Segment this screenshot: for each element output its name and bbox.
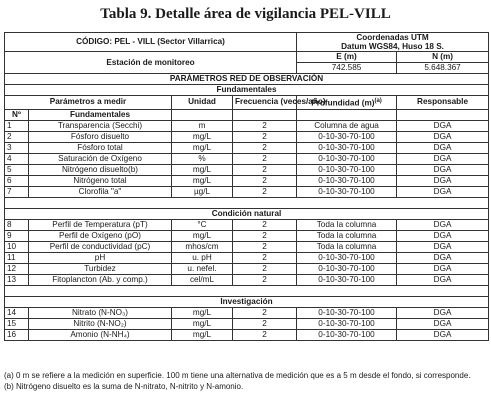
param-depth: Toda la columna [297, 219, 397, 230]
param-depth: 0-10-30-70-100 [297, 274, 397, 285]
table-row [5, 120, 489, 131]
param-unit: mg/L [172, 175, 233, 186]
empty-cell [297, 109, 397, 120]
e-label: E (m) [297, 52, 397, 63]
param-name: pH [29, 252, 172, 263]
param-responsible: DGA [397, 241, 489, 252]
row-number: 11 [5, 252, 29, 263]
param-responsible: DGA [397, 230, 489, 241]
row-number: 8 [5, 219, 29, 230]
table-row [5, 274, 489, 285]
col-profundidad-sup: (a) [374, 98, 382, 104]
section-heading-row [5, 109, 489, 120]
coord-datum: Datum WGS84, Huso 18 S. [341, 42, 444, 51]
param-responsible: DGA [397, 186, 489, 197]
row-number: 3 [5, 142, 29, 153]
param-frequency: 2 [233, 186, 297, 197]
param-frequency: 2 [233, 120, 297, 131]
row-number: 13 [5, 274, 29, 285]
param-unit: mg/L [172, 329, 233, 340]
row-number: 5 [5, 164, 29, 175]
param-frequency: 2 [233, 142, 297, 153]
n-value: 5.648.367 [397, 63, 489, 74]
param-depth: 0-10-30-70-100 [297, 252, 397, 263]
param-frequency: 2 [233, 263, 297, 274]
param-frequency: 2 [233, 164, 297, 175]
param-frequency: 2 [233, 274, 297, 285]
row-number: 12 [5, 263, 29, 274]
param-name: Perfil de conductividad (pC) [29, 241, 172, 252]
param-unit: mg/L [172, 142, 233, 153]
param-responsible: DGA [397, 175, 489, 186]
footnotes [4, 371, 488, 392]
param-name: Perfil de Oxígeno (pO) [29, 230, 172, 241]
param-responsible: DGA [397, 263, 489, 274]
param-responsible: DGA [397, 153, 489, 164]
param-unit: °C [172, 219, 233, 230]
col-num: Nº [5, 109, 29, 120]
param-depth: 0-10-30-70-100 [297, 329, 397, 340]
section-heading: Condición natural [5, 208, 489, 219]
param-frequency: 2 [233, 252, 297, 263]
param-responsible: DGA [397, 252, 489, 263]
param-name: Nitrato (N-NO₃) [29, 307, 172, 318]
param-depth: 0-10-30-70-100 [297, 153, 397, 164]
param-frequency: 2 [233, 329, 297, 340]
param-responsible: DGA [397, 142, 489, 153]
param-responsible: DGA [397, 131, 489, 142]
footnote-a: (a) 0 m se refiere a la medición en superficie. 100 m tiene una alternativa de medición que es a 5 m desde el fondo, si corresponde. [4, 371, 471, 380]
param-name: Transparencia (Secchi) [29, 120, 172, 131]
param-name: Fósforo disuelto [29, 131, 172, 142]
param-name: Nitrógeno total [29, 175, 172, 186]
param-unit: µg/L [172, 186, 233, 197]
table-row [5, 142, 489, 153]
section-heading-row [5, 208, 489, 219]
table-title: Tabla 9. Detalle área de vigilancia PEL-VILL [100, 6, 391, 22]
param-depth: 0-10-30-70-100 [297, 142, 397, 153]
param-depth: Columna de agua [297, 120, 397, 131]
row-number: 4 [5, 153, 29, 164]
param-responsible: DGA [397, 318, 489, 329]
row-number: 16 [5, 329, 29, 340]
param-unit: u. pH [172, 252, 233, 263]
param-frequency: 2 [233, 219, 297, 230]
codigo-cell: CÓDIGO: PEL - VILL (Sector Villarrica) [5, 33, 297, 52]
section-heading: Fundamentales [29, 109, 172, 120]
param-unit: mhos/cm [172, 241, 233, 252]
table-row [5, 153, 489, 164]
param-frequency: 2 [233, 153, 297, 164]
param-depth: Toda la columna [297, 230, 397, 241]
row-number: 15 [5, 318, 29, 329]
param-responsible: DGA [397, 219, 489, 230]
param-responsible: DGA [397, 274, 489, 285]
param-responsible: DGA [397, 307, 489, 318]
col-profundidad [297, 96, 397, 110]
col-param: Parámetros a medir [5, 96, 172, 110]
param-unit: % [172, 153, 233, 164]
row-number: 10 [5, 241, 29, 252]
table-row [5, 230, 489, 241]
param-depth: 0-10-30-70-100 [297, 131, 397, 142]
table-row [5, 131, 489, 142]
param-responsible: DGA [397, 120, 489, 131]
table-row [5, 219, 489, 230]
param-frequency: 2 [233, 230, 297, 241]
param-depth: 0-10-30-70-100 [297, 175, 397, 186]
param-frequency: 2 [233, 307, 297, 318]
param-name: Turbidez [29, 263, 172, 274]
empty-cell [233, 109, 297, 120]
param-frequency: 2 [233, 318, 297, 329]
n-label: N (m) [397, 52, 489, 63]
row-number: 9 [5, 230, 29, 241]
coord-title: Coordenadas UTM [356, 33, 429, 42]
row-number: 2 [5, 131, 29, 142]
table-row [5, 263, 489, 274]
row-number: 14 [5, 307, 29, 318]
table-row [5, 164, 489, 175]
param-depth: 0-10-30-70-100 [297, 307, 397, 318]
param-name: Amonio (N-NH₄) [29, 329, 172, 340]
param-depth: 0-10-30-70-100 [297, 164, 397, 175]
col-responsable: Responsable [397, 96, 489, 110]
param-depth: 0-10-30-70-100 [297, 186, 397, 197]
table-row [5, 175, 489, 186]
param-depth: Toda la columna [297, 241, 397, 252]
param-frequency: 2 [233, 131, 297, 142]
footnote-b: (b) Nitrógeno disuelto es la suma de N-nitrato, N-nitrito y N-amonio. [4, 381, 244, 391]
table-row [5, 307, 489, 318]
empty-cell [172, 109, 233, 120]
monitoring-table [4, 32, 489, 341]
col-profundidad-text: Profundidad (m) [311, 98, 375, 108]
param-name: Perfil de Temperatura (pT) [29, 219, 172, 230]
param-frequency: 2 [233, 241, 297, 252]
params-title: PARÁMETROS RED DE OBSERVACIÓN [5, 74, 489, 85]
param-unit: cel/mL [172, 274, 233, 285]
param-name: Clorofila "a" [29, 186, 172, 197]
param-name: Nitrito (N-NO₂) [29, 318, 172, 329]
param-name: Saturación de Oxígeno [29, 153, 172, 164]
table-row [5, 329, 489, 340]
param-unit: u. nefel. [172, 263, 233, 274]
param-responsible: DGA [397, 164, 489, 175]
table-row [5, 241, 489, 252]
section-spacer [5, 197, 489, 208]
col-unidad: Unidad [172, 96, 233, 110]
row-number: 1 [5, 120, 29, 131]
row-number: 7 [5, 186, 29, 197]
section-heading: Investigación [5, 296, 489, 307]
param-unit: mg/L [172, 164, 233, 175]
row-number: 6 [5, 175, 29, 186]
table-row [5, 318, 489, 329]
param-unit: mg/L [172, 131, 233, 142]
estacion-cell: Estación de monitoreo [5, 52, 297, 74]
param-name: Nitrógeno disuelto(b) [29, 164, 172, 175]
e-value: 742.585 [297, 63, 397, 74]
param-frequency: 2 [233, 175, 297, 186]
empty-cell [397, 109, 489, 120]
param-unit: mg/L [172, 307, 233, 318]
coord-cell [297, 33, 489, 52]
param-responsible: DGA [397, 329, 489, 340]
param-depth: 0-10-30-70-100 [297, 318, 397, 329]
table-row [5, 252, 489, 263]
param-name: Fósforo total [29, 142, 172, 153]
param-unit: m [172, 120, 233, 131]
section-spacer [5, 285, 489, 296]
section-heading-row [5, 296, 489, 307]
param-unit: mg/L [172, 230, 233, 241]
param-name: Fitoplancton (Ab. y comp.) [29, 274, 172, 285]
col-frecuencia: Frecuencia (veces/año) [233, 96, 297, 110]
table-row [5, 186, 489, 197]
fundamentales-heading: Fundamentales [5, 85, 489, 96]
param-unit: mg/L [172, 318, 233, 329]
param-depth: 0-10-30-70-100 [297, 263, 397, 274]
